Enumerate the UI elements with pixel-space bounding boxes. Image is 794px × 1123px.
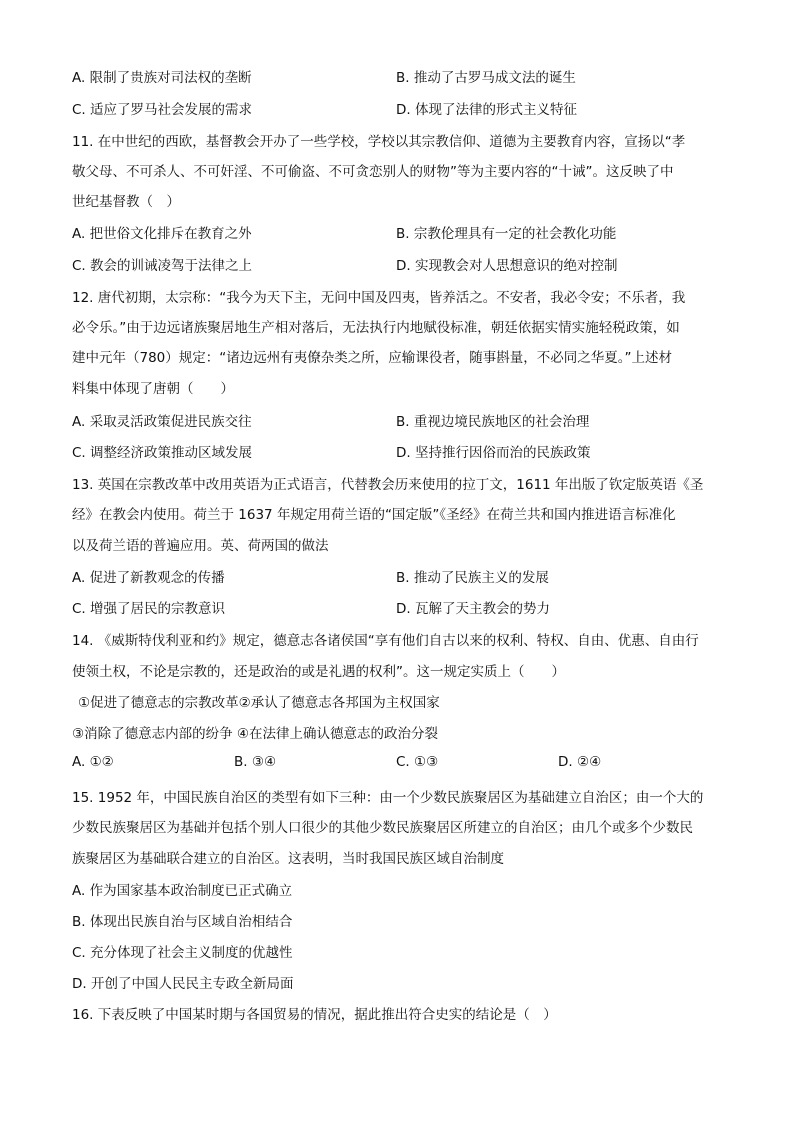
q14-item-line-2: ③消除了德意志内部的纷争 ④在法律上确认德意志的政治分裂	[72, 726, 438, 742]
q13-options-row-2	[72, 597, 732, 619]
q13-option-a[interactable]: A. 促进了新教观念的传播	[72, 570, 225, 586]
q14-option-c[interactable]: C. ①③	[396, 754, 439, 770]
q15-option-c[interactable]: C. 充分体现了社会主义制度的优越性	[72, 945, 293, 961]
q12-options-row-2	[72, 441, 732, 463]
q12-option-d[interactable]: D. 坚持推行因俗而治的民族政策	[396, 445, 591, 461]
q12-options-row-1	[72, 410, 732, 432]
q15-stem-line-3: 族聚居区为基础联合建立的自治区。这表明，当时我国民族区域自治制度	[72, 851, 504, 867]
q10-options-row-2	[72, 98, 732, 120]
q12-option-b[interactable]: B. 重视边境民族地区的社会治理	[396, 414, 590, 430]
q15-option-a[interactable]: A. 作为国家基本政治制度已正式确立	[72, 883, 293, 899]
q13-option-b[interactable]: B. 推动了民族主义的发展	[396, 570, 549, 586]
q14-options-row	[72, 754, 732, 776]
q12-option-c[interactable]: C. 调整经济政策推动区域发展	[72, 445, 253, 461]
q11-stem-line-1: 11. 在中世纪的西欧，基督教会开办了一些学校，学校以其宗教信仰、道德为主要教育内容，宣扬以“孝	[72, 134, 686, 150]
q11-option-a[interactable]: A. 把世俗文化排斥在教育之外	[72, 226, 252, 242]
q13-options-row-1	[72, 566, 732, 588]
q13-option-c[interactable]: C. 增强了居民的宗教意识	[72, 601, 226, 617]
q12-stem-line-2: 必令乐。”由于边远诸族聚居地生产相对落后，无法执行内地赋役标准，朝廷依据实情实施轻税政策，如	[72, 320, 680, 336]
q10-options-row-1	[72, 66, 732, 88]
q16-stem-line-1: 16. 下表反映了中国某时期与各国贸易的情况，据此推出符合史实的结论是（ ）	[72, 1007, 557, 1023]
q13-stem-line-2: 经》在教会内使用。荷兰于 1637 年规定用荷兰语的“国定版”《圣经》在荷兰共和国内推进语言标准化	[72, 507, 676, 523]
q11-stem-line-2: 敬父母、不可杀人、不可奸淫、不可偷盗、不可贪恋别人的财物”等为主要内容的“十诫”。这反映了中	[72, 164, 674, 180]
q14-stem-line-1: 14. 《威斯特伐利亚和约》规定，德意志各诸侯国“享有他们自古以来的权利、特权、自由、优惠、自由行	[72, 633, 699, 649]
q12-stem-line-3: 建中元年（780）规定：“诸边远州有夷僚杂类之所，应输课役者，随事斟量，不必同之华夏。”上述材	[72, 350, 673, 366]
q14-stem-line-2: 使领土权，不论是宗教的，还是政治的或是礼遇的权利”。这一规定实质上（ ）	[72, 664, 565, 680]
q13-option-d[interactable]: D. 瓦解了天主教会的势力	[396, 601, 550, 617]
q10-option-b[interactable]: B. 推动了古罗马成文法的诞生	[396, 70, 576, 86]
q13-stem-line-3: 以及荷兰语的普遍应用。英、荷两国的做法	[72, 538, 329, 554]
q15-stem-line-1: 15. 1952 年，中国民族自治区的类型有如下三种：由一个少数民族聚居区为基础建立自治区；由一个大的	[72, 790, 704, 806]
q10-option-c[interactable]: C. 适应了罗马社会发展的需求	[72, 102, 253, 118]
q11-option-d[interactable]: D. 实现教会对人思想意识的绝对控制	[396, 258, 618, 274]
q14-option-d[interactable]: D. ②④	[558, 754, 602, 770]
q12-stem-line-4: 料集中体现了唐朝（ ）	[72, 381, 234, 397]
q13-stem-line-1: 13. 英国在宗教改革中改用英语为正式语言，代替教会历来使用的拉丁文，1611 年出版了钦定版英语《圣	[72, 477, 704, 493]
q15-option-b[interactable]: B. 体现出民族自治与区域自治相结合	[72, 914, 293, 930]
q12-option-a[interactable]: A. 采取灵活政策促进民族交往	[72, 414, 252, 430]
q12-stem-line-1: 12. 唐代初期，太宗称：“我今为天下主，无问中国及四夷，皆养活之。不安者，我必令安；不乐者，我	[72, 290, 686, 306]
q15-option-d[interactable]: D. 开创了中国人民民主专政全新局面	[72, 976, 294, 992]
q15-stem-line-2: 少数民族聚居区为基础并包括个别人口很少的其他少数民族聚居区所建立的自治区；由几个或多个少数民	[72, 820, 693, 836]
q14-item-line-1: ①促进了德意志的宗教改革②承认了德意志各邦国为主权国家	[78, 695, 440, 711]
q10-option-d[interactable]: D. 体现了法律的形式主义特征	[396, 102, 577, 118]
q11-options-row-1	[72, 222, 732, 244]
q11-option-b[interactable]: B. 宗教伦理具有一定的社会教化功能	[396, 226, 617, 242]
q11-stem-line-3: 世纪基督教（ ）	[72, 194, 180, 210]
q14-option-b[interactable]: B. ③④	[234, 754, 277, 770]
q11-option-c[interactable]: C. 教会的训诫凌驾于法律之上	[72, 258, 253, 274]
q10-option-a[interactable]: A. 限制了贵族对司法权的垄断	[72, 70, 252, 86]
q14-option-a[interactable]: A. ①②	[72, 754, 114, 770]
q11-options-row-2	[72, 254, 732, 276]
